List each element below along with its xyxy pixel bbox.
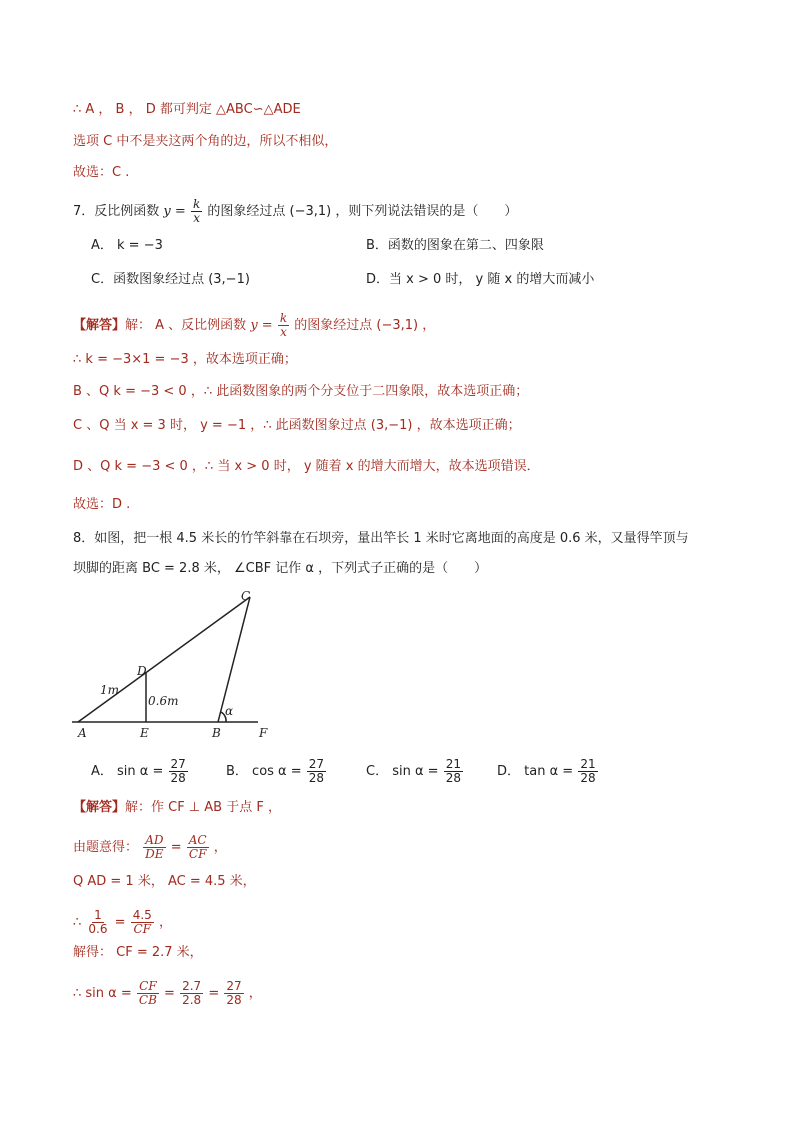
q7-stem-y: y = <box>163 204 186 219</box>
a8-l4-n1: 1 <box>94 908 102 922</box>
q7-frac-num: k <box>192 197 201 211</box>
answer-8-line-3: Q AD = 1 米， AC = 4.5 米， <box>73 874 256 889</box>
equals-sign: = <box>164 986 175 1001</box>
label-e: E <box>140 726 149 740</box>
answer-choice-line: 故选：C . <box>73 165 130 180</box>
a8-l2-n1: AD <box>145 833 164 847</box>
comma: ， <box>213 840 227 855</box>
a7-frac-num: k <box>279 311 288 325</box>
label-length-de: 0.6m <box>148 694 179 708</box>
q8-option-c <box>366 758 464 785</box>
a7-l1-prefix: 解： A 、反比例函数 <box>125 318 247 333</box>
answer-7-line-1 <box>73 312 435 339</box>
label-length-ad: 1m <box>100 683 120 697</box>
equals-sign: = <box>114 915 126 930</box>
q8-opt-b-text: B． cos α = <box>226 764 302 779</box>
q8-opt-c-fraction <box>444 758 463 785</box>
a8-l6-frac-2 <box>180 980 203 1007</box>
answer-8-line-4 <box>73 909 172 936</box>
q8-opt-b-fraction <box>307 758 326 785</box>
a8-l6-frac-3 <box>224 980 243 1007</box>
q8-option-d <box>497 758 599 785</box>
a8-l4-n2: 4.5 <box>132 908 152 922</box>
a8-l2-frac-2 <box>187 834 209 861</box>
q8-opt-a-num: 27 <box>170 757 186 771</box>
q8-option-a <box>91 758 189 785</box>
label-a: A <box>78 726 87 740</box>
a8-l4-frac-2 <box>131 909 154 936</box>
a8-l2-d1: DE <box>145 847 164 861</box>
comma: ， <box>158 915 172 930</box>
answer-7-line-4: C 、Q 当 x = 3 时， y = −1 ，∴ 此函数图象过点 (3,−1) ，故本选项正确； <box>73 418 521 433</box>
a8-l6-d3: 28 <box>226 993 242 1007</box>
a8-l6-n3: 27 <box>226 979 242 993</box>
answer-8-line-6 <box>73 980 262 1007</box>
answer-7-line-3: B 、Q k = −3 < 0 ，∴ 此函数图象的两个分支位于二四象限，故本选项正确； <box>73 384 529 399</box>
a8-l1-text: 解：作 CF ⊥ AB 于点 F ， <box>125 800 281 815</box>
answer-7-line-5: D 、Q k = −3 < 0 ，∴ 当 x > 0 时， y 随着 x 的增大而增大，故本选项错误． <box>73 459 540 474</box>
q7-stem-suffix: 的图象经过点 (−3,1) ，则下列说法错误的是（ ） <box>207 204 518 219</box>
q8-opt-a-den: 28 <box>170 771 186 785</box>
label-angle-alpha: α <box>225 704 234 718</box>
answer-8-line-1 <box>73 799 281 817</box>
proof-line-conclusion: ∴ A ， B ， D 都可判定 △ABC∽△ADE <box>73 102 301 117</box>
a8-l6-d1: CB <box>138 993 157 1007</box>
q8-opt-d-text: D． tan α = <box>497 764 574 779</box>
q8-opt-c-num: 21 <box>445 757 461 771</box>
a8-l6-prefix: ∴ sin α = <box>73 986 132 1001</box>
q8-opt-d-fraction <box>578 758 597 785</box>
a8-l2-n2: AC <box>188 833 207 847</box>
q7-frac-den: x <box>193 211 200 225</box>
question-7-stem <box>73 198 517 225</box>
a8-l4-d2: CF <box>133 922 151 936</box>
equals-sign: = <box>208 986 220 1001</box>
q8-opt-a-fraction <box>169 758 188 785</box>
a7-l1-suffix: 的图象经过点 (−3,1) ， <box>294 318 436 333</box>
q8-opt-c-den: 28 <box>445 771 461 785</box>
a8-l6-n2: 2.7 <box>182 979 202 993</box>
answer-7-line-2: ∴ k = −3×1 = −3 ，故本选项正确； <box>73 352 297 367</box>
label-f: F <box>259 726 268 740</box>
q7-option-d: D．当 x > 0 时， y 随 x 的增大而减小 <box>366 272 595 287</box>
a8-l2-frac-1 <box>143 834 165 861</box>
answer-8-line-5: 解得： CF = 2.7 米， <box>73 945 203 960</box>
q8-opt-b-den: 28 <box>308 771 325 785</box>
q8-opt-b-num: 27 <box>308 757 325 771</box>
proof-line-option-c: 选项 C 中不是夹这两个角的边，所以不相似， <box>73 134 338 149</box>
segment-bc <box>218 597 250 722</box>
q7-option-c: C．函数图象经过点 (3,−1) <box>91 272 250 287</box>
q8-opt-d-num: 21 <box>580 757 596 771</box>
q8-opt-d-den: 28 <box>580 771 596 785</box>
q7-option-b: B．函数的图象在第二、四象限 <box>366 238 544 253</box>
label-c: C <box>241 589 251 603</box>
q7-option-a: A． k = −3 <box>91 238 163 253</box>
q7-stem-prefix: 7．反比例函数 <box>73 204 160 219</box>
a7-l1-y: y = <box>250 318 273 333</box>
q8-opt-c-text: C． sin α = <box>366 764 439 779</box>
a8-l4-prefix: ∴ <box>73 915 82 930</box>
label-d: D <box>137 664 147 678</box>
a8-l2-prefix: 由题意得： <box>73 840 139 855</box>
a8-l2-d2: CF <box>188 847 207 861</box>
q8-option-b <box>226 758 327 785</box>
a8-l6-d2: 2.8 <box>182 993 202 1007</box>
q7-fraction <box>191 198 202 225</box>
a8-l6-frac-1 <box>137 980 159 1007</box>
answer-tag: 【解答】 <box>73 318 126 333</box>
comma: ， <box>248 986 262 1001</box>
a7-fraction <box>278 312 289 339</box>
q8-opt-a-text: A． sin α = <box>91 764 164 779</box>
a8-l4-frac-1 <box>86 909 109 936</box>
geometry-figure <box>70 585 280 745</box>
question-8-stem-line-2: 坝脚的距离 BC = 2.8 米， ∠CBF 记作 α ，下列式子正确的是（ ） <box>73 561 488 576</box>
a8-l6-n1: CF <box>139 979 157 993</box>
a7-frac-den: x <box>280 325 287 339</box>
question-8-stem-line-1: 8．如图，把一根 4.5 米长的竹竿斜靠在石坝旁，量出竿长 1 米时它离地面的高度是 0.6 米，又量得竿顶与 <box>73 531 689 546</box>
answer-7-line-6: 故选：D . <box>73 497 131 512</box>
answer-tag: 【解答】 <box>73 800 126 815</box>
equals-sign: = <box>170 840 182 855</box>
a8-l4-d1: 0.6 <box>88 922 108 936</box>
answer-8-line-2 <box>73 834 227 861</box>
label-b: B <box>212 726 221 740</box>
